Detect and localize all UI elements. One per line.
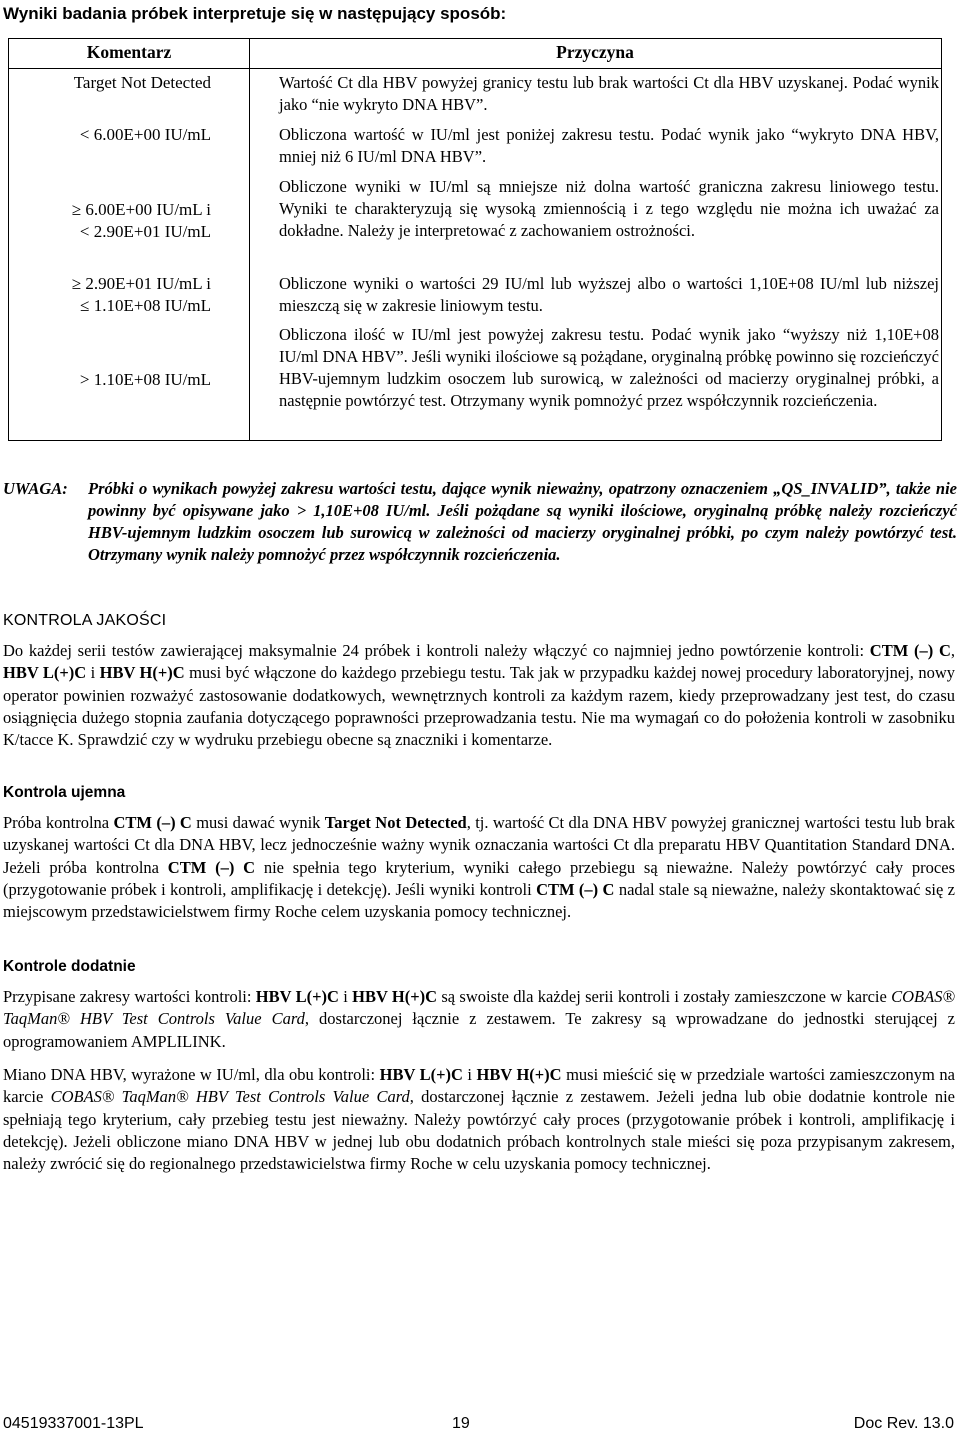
table-row-comment: < 6.00E+00 IU/mL: [79, 125, 211, 144]
note-text: Próbki o wynikach powyżej zakresu wartości testu, dające wynik nieważny, opatrzony oznaczeniem „QS_INVALID”, także nie powinny być opisywane jako > 1,10E+08 IU/ml. Jeśli pożądane są wyniki ilościowe, oryginalną próbkę należy rozcieńczyć HBV-ujemnym ludzkim osoczem lub surowicą w zależności od macierzy oryginalnej próbki, po czym należy powtórzyć test. Otrzymany wynik należy pomnożyć przez współczynnik rozcieńczenia.: [88, 479, 957, 564]
negative-control-paragraph: Próba kontrolna CTM (–) C musi dawać wynik Target Not Detected, tj. wartość Ct dla DNA HBV powyżej granicznej wartości testu lub brak uzyskanej wartości Ct dla DNA HBV, lecz jednocześnie ważny wynik oznaczania wartości Ct dla preparatu HBV Quantitation Standard DNA. Jeżeli próba kontrolna CTM (–) C nie spełnia tego kryterium, wyniki całego przebiegu są nieważne. Należy powtórzyć cały proces (przygotowanie próbek i kontroli, amplifikację i detekcję). Jeśli wyniki kontroli CTM (–) C nadal stale są nieważne, należy skontaktować się z miejscowym przedstawicielstwem firmy Roche celem uzyskania pomocy technicznej.: [3, 813, 956, 922]
note-label: UWAGA:: [3, 479, 68, 498]
table-row-cause: Obliczona ilość w IU/ml jest powyżej zakresu testu. Podać wynik jako “wyższy niż 1,10E+08 IU/ml DNA HBV”. Jeśli wyniki ilościowe są pożądane, oryginalną próbkę powinno się rozcieńczyć HBV-ujemnym ludzkim osoczem lub surowicą, w zależności od macierzy oryginalnej próbki, a następnie powtórzyć test. Otrzymany wynik pomnożyć przez współczynnik rozcieńczenia.: [279, 325, 939, 410]
footer-revision: Doc Rev. 13.0: [853, 1415, 954, 1432]
interpretation-table: [8, 38, 942, 441]
table-row-comment: Target Not Detected: [73, 73, 211, 92]
column-divider: [249, 39, 250, 440]
header-przyczyna: Przyczyna: [556, 42, 634, 62]
footer-page-number: 19: [452, 1415, 470, 1432]
table-row-cause: Obliczona wartość w IU/ml jest poniżej zakresu testu. Podać wynik jako “wykryto DNA HBV, mniej niż 6 IU/ml DNA HBV”.: [279, 125, 939, 166]
footer-doc-code: 04519337001-13PL: [3, 1415, 144, 1432]
table-row-comment: ≥ 6.00E+00 IU/mL i < 2.90E+01 IU/mL: [71, 200, 211, 241]
intro-text: Wyniki badania próbek interpretuje się w następujący sposób:: [3, 4, 507, 23]
table-row-comment: > 1.10E+08 IU/mL: [79, 370, 211, 389]
qc-paragraph: Do każdej serii testów zawierającej maksymalnie 24 próbek i kontroli należy włączyć co najmniej jedno powtórzenie kontroli: CTM (–) C, HBV L(+)C i HBV H(+)C musi być włączone do każdego przebiegu testu. Tak jak w przypadku każdej nowej procedury laboratoryjnej, nowy operator powinien rozważyć zastosowanie dodatkowych, wewnętrznych kontroli za każdym razem, kiedy przeprowadzany jest test, do czasu osiągnięcia dużego stopnia zaufania dotyczącego poprawności przeprowadzania testu. Nie ma wymagań co do położenia kontroli w zasobniku K/tacce K. Sprawdzić czy w wydruku przebiegu obecne są znaczniki i komentarze.: [3, 641, 955, 750]
table-row-cause: Obliczone wyniki o wartości 29 IU/ml lub wyższej albo o wartości 1,10E+08 IU/ml lub niższej mieszczą się w zakresie liniowym testu.: [279, 274, 939, 315]
table-row-comment: ≥ 2.90E+01 IU/mL i ≤ 1.10E+08 IU/mL: [71, 274, 211, 315]
positive-controls-paragraph-2: Miano DNA HBV, wyrażone w IU/ml, dla obu kontroli: HBV L(+)C i HBV H(+)C musi mieścić się w przedziale wartości zamieszczonym na karcie COBAS® TaqMan® HBV Test Controls Value Card, dostarczonej łącznie z zestawem. Jeżeli jedna lub obie dodatnie kontrole nie spełniają tego kryterium, cały przebieg testu jest nieważny. Należy powtórzyć cały proces (przygotowanie próbek i kontroli, amplifikację i detekcję). Jeżeli obliczone miano DNA HBV w jednej lub obu dodatnich próbach kontrolnych stale mieści się poza przypisanym zakresem, należy zwrócić się do regionalnego przedstawicielstwa firmy Roche w celu uzyskania pomocy technicznej.: [3, 1065, 955, 1174]
section-title: KONTROLA JAKOŚCI: [3, 612, 167, 629]
positive-controls-paragraph-1: Przypisane zakresy wartości kontroli: HBV L(+)C i HBV H(+)C są swoiste dla każdej serii kontroli i zostały zamieszczone w karcie COBAS® TaqMan® HBV Test Controls Value Card, dostarczonej łącznie z zestawem. Te zakresy są wprowadzane do jednostki sterującej z oprogramowaniem AMPLILINK.: [3, 987, 955, 1051]
positive-controls-title: Kontrole dodatnie: [3, 958, 136, 975]
table-row-cause: Obliczone wyniki w IU/ml są mniejsze niż dolna wartość graniczna zakresu liniowego testu. Wyniki te charakteryzują się wysoką zmiennością i z tego względu nie można ich uważać za dokładne. Należy je interpretować z zachowaniem ostrożności.: [279, 177, 939, 240]
table-row-cause: Wartość Ct dla HBV powyżej granicy testu lub brak wartości Ct dla HBV uzyskanej. Podać wynik jako “nie wykryto DNA HBV”.: [279, 73, 939, 114]
header-komentarz: Komentarz: [86, 42, 172, 62]
header-divider: [9, 68, 941, 69]
negative-control-title: Kontrola ujemna: [3, 784, 126, 801]
